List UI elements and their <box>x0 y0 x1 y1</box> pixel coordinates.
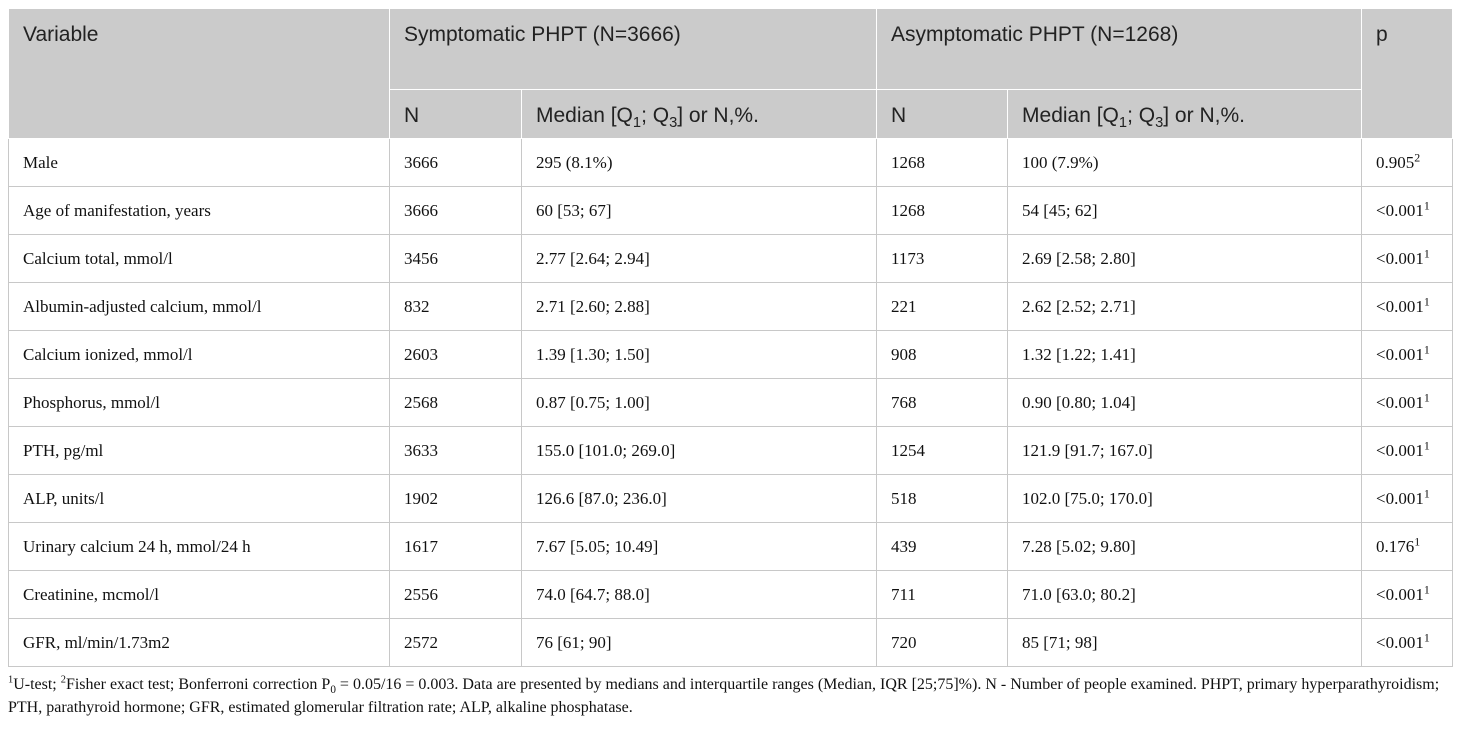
cell-value-asymptomatic: 71.0 [63.0; 80.2] <box>1008 571 1362 619</box>
footnote-mark-2: 2 <box>60 674 66 686</box>
cell-variable: Albumin-adjusted calcium, mmol/l <box>9 283 390 331</box>
footnote-text-3: = 0.05/16 = 0.003. Data are presented by medians and interquartile ranges (Median, IQR [25;75]%). N - Number of people examined. PHPT, primary hyperparathyroidism; PTH, parathyroid hormone; GFR, estimated glomerular filtration rate; ALP, alkaline phosphatase. <box>8 676 1440 716</box>
cell-p <box>1362 283 1453 331</box>
q3-subscript: 3 <box>1155 115 1164 132</box>
cell-p <box>1362 619 1453 667</box>
cell-n-symptomatic: 1617 <box>390 523 522 571</box>
cell-value-asymptomatic: 54 [45; 62] <box>1008 187 1362 235</box>
cell-p <box>1362 523 1453 571</box>
table-row <box>9 331 1453 379</box>
cell-value-asymptomatic: 121.9 [91.7; 167.0] <box>1008 427 1362 475</box>
header-p: p <box>1362 9 1453 139</box>
cell-value-symptomatic: 2.77 [2.64; 2.94] <box>522 235 877 283</box>
table-row <box>9 571 1453 619</box>
cell-p <box>1362 139 1453 187</box>
cell-n-symptomatic: 2556 <box>390 571 522 619</box>
cell-value-symptomatic: 1.39 [1.30; 1.50] <box>522 331 877 379</box>
cell-n-asymptomatic: 1268 <box>877 139 1008 187</box>
p-footnote-mark: 1 <box>1423 581 1430 596</box>
median-suffix: ] or N,%. <box>677 104 759 127</box>
table-row <box>9 475 1453 523</box>
p-value: <0.001 <box>1376 200 1424 220</box>
median-prefix: Median [Q <box>1022 104 1119 127</box>
p-value: 0.176 <box>1376 536 1415 556</box>
p-footnote-mark: 1 <box>1423 197 1430 212</box>
cell-p <box>1362 379 1453 427</box>
cell-variable: Age of manifestation, years <box>9 187 390 235</box>
median-sep: ; Q <box>641 104 670 127</box>
cell-p <box>1362 427 1453 475</box>
cell-variable: Calcium total, mmol/l <box>9 235 390 283</box>
cell-variable: Urinary calcium 24 h, mmol/24 h <box>9 523 390 571</box>
p-value: <0.001 <box>1376 584 1424 604</box>
p-value: <0.001 <box>1376 392 1424 412</box>
header-median-asymptomatic <box>1008 90 1362 139</box>
cell-n-symptomatic: 2603 <box>390 331 522 379</box>
cell-value-symptomatic: 295 (8.1%) <box>522 139 877 187</box>
cell-p <box>1362 571 1453 619</box>
cell-value-symptomatic: 76 [61; 90] <box>522 619 877 667</box>
p-value: <0.001 <box>1376 296 1424 316</box>
header-median-symptomatic <box>522 90 877 139</box>
cell-p <box>1362 187 1453 235</box>
cell-value-symptomatic: 2.71 [2.60; 2.88] <box>522 283 877 331</box>
cell-variable: Calcium ionized, mmol/l <box>9 331 390 379</box>
p-value: 0.905 <box>1376 152 1415 172</box>
median-sep: ; Q <box>1127 104 1156 127</box>
cell-n-asymptomatic: 221 <box>877 283 1008 331</box>
cell-variable: PTH, pg/ml <box>9 427 390 475</box>
cell-value-asymptomatic: 2.62 [2.52; 2.71] <box>1008 283 1362 331</box>
p0-subscript: 0 <box>330 684 336 697</box>
q1-subscript: 1 <box>632 115 642 132</box>
p-value: <0.001 <box>1376 440 1424 460</box>
cell-n-asymptomatic: 711 <box>877 571 1008 619</box>
cell-n-asymptomatic: 768 <box>877 379 1008 427</box>
table-figure <box>8 8 1452 719</box>
cell-n-asymptomatic: 908 <box>877 331 1008 379</box>
cell-variable: Male <box>9 139 390 187</box>
cell-n-symptomatic: 832 <box>390 283 522 331</box>
cell-value-symptomatic: 155.0 [101.0; 269.0] <box>522 427 877 475</box>
p-footnote-mark: 1 <box>1423 485 1430 500</box>
cell-n-asymptomatic: 1268 <box>877 187 1008 235</box>
median-prefix: Median [Q <box>536 104 633 127</box>
cell-variable: GFR, ml/min/1.73m2 <box>9 619 390 667</box>
table-row <box>9 187 1453 235</box>
p-footnote-mark: 1 <box>1423 629 1430 644</box>
footnote-text-1: U-test; <box>13 676 61 693</box>
cell-value-asymptomatic: 85 [71; 98] <box>1008 619 1362 667</box>
cell-n-symptomatic: 3456 <box>390 235 522 283</box>
header-row-1 <box>9 9 1453 90</box>
p-value: <0.001 <box>1376 248 1424 268</box>
header-symptomatic: Symptomatic PHPT (N=3666) <box>390 9 877 90</box>
p-footnote-mark: 1 <box>1423 437 1430 452</box>
cell-value-asymptomatic: 2.69 [2.58; 2.80] <box>1008 235 1362 283</box>
header-asymptomatic: Asymptomatic PHPT (N=1268) <box>877 9 1362 90</box>
cell-n-asymptomatic: 1254 <box>877 427 1008 475</box>
cell-n-asymptomatic: 720 <box>877 619 1008 667</box>
table-row <box>9 379 1453 427</box>
cell-variable: ALP, units/l <box>9 475 390 523</box>
cell-p <box>1362 235 1453 283</box>
cell-value-asymptomatic: 100 (7.9%) <box>1008 139 1362 187</box>
cell-p <box>1362 475 1453 523</box>
p-footnote-mark: 1 <box>1423 293 1430 308</box>
table-row <box>9 523 1453 571</box>
p-footnote-mark: 1 <box>1414 533 1421 548</box>
table-footnote <box>8 673 1452 719</box>
cell-value-symptomatic: 0.87 [0.75; 1.00] <box>522 379 877 427</box>
cell-p <box>1362 331 1453 379</box>
cell-value-symptomatic: 126.6 [87.0; 236.0] <box>522 475 877 523</box>
median-suffix: ] or N,%. <box>1163 104 1245 127</box>
table-header <box>9 9 1453 139</box>
p-footnote-mark: 1 <box>1423 245 1430 260</box>
table-row <box>9 619 1453 667</box>
table-body <box>9 139 1453 667</box>
cell-n-asymptomatic: 439 <box>877 523 1008 571</box>
p-footnote-mark: 1 <box>1423 341 1430 356</box>
cell-value-asymptomatic: 102.0 [75.0; 170.0] <box>1008 475 1362 523</box>
cell-n-symptomatic: 3633 <box>390 427 522 475</box>
cell-n-symptomatic: 2572 <box>390 619 522 667</box>
cell-n-symptomatic: 3666 <box>390 187 522 235</box>
cell-value-symptomatic: 60 [53; 67] <box>522 187 877 235</box>
cell-value-symptomatic: 74.0 [64.7; 88.0] <box>522 571 877 619</box>
footnote-mark-1: 1 <box>8 674 14 686</box>
table-row <box>9 427 1453 475</box>
p-footnote-mark: 1 <box>1423 389 1430 404</box>
q1-subscript: 1 <box>1118 115 1128 132</box>
p-value: <0.001 <box>1376 344 1424 364</box>
cell-variable: Phosphorus, mmol/l <box>9 379 390 427</box>
cell-value-symptomatic: 7.67 [5.05; 10.49] <box>522 523 877 571</box>
p-footnote-mark: 2 <box>1414 149 1421 164</box>
cell-n-symptomatic: 1902 <box>390 475 522 523</box>
cell-value-asymptomatic: 0.90 [0.80; 1.04] <box>1008 379 1362 427</box>
p-value: <0.001 <box>1376 632 1424 652</box>
q3-subscript: 3 <box>669 115 678 132</box>
cell-variable: Creatinine, mcmol/l <box>9 571 390 619</box>
cell-n-symptomatic: 3666 <box>390 139 522 187</box>
table-row <box>9 235 1453 283</box>
cell-value-asymptomatic: 1.32 [1.22; 1.41] <box>1008 331 1362 379</box>
footnote-text-2: Fisher exact test; Bonferroni correction P <box>65 676 331 693</box>
header-n-asymptomatic: N <box>877 90 1008 139</box>
cell-n-symptomatic: 2568 <box>390 379 522 427</box>
cell-n-asymptomatic: 518 <box>877 475 1008 523</box>
header-n-symptomatic: N <box>390 90 522 139</box>
cell-n-asymptomatic: 1173 <box>877 235 1008 283</box>
p-value: <0.001 <box>1376 488 1424 508</box>
cell-value-asymptomatic: 7.28 [5.02; 9.80] <box>1008 523 1362 571</box>
table-row <box>9 139 1453 187</box>
table-row <box>9 283 1453 331</box>
header-variable: Variable <box>9 9 390 139</box>
results-table <box>8 8 1453 667</box>
